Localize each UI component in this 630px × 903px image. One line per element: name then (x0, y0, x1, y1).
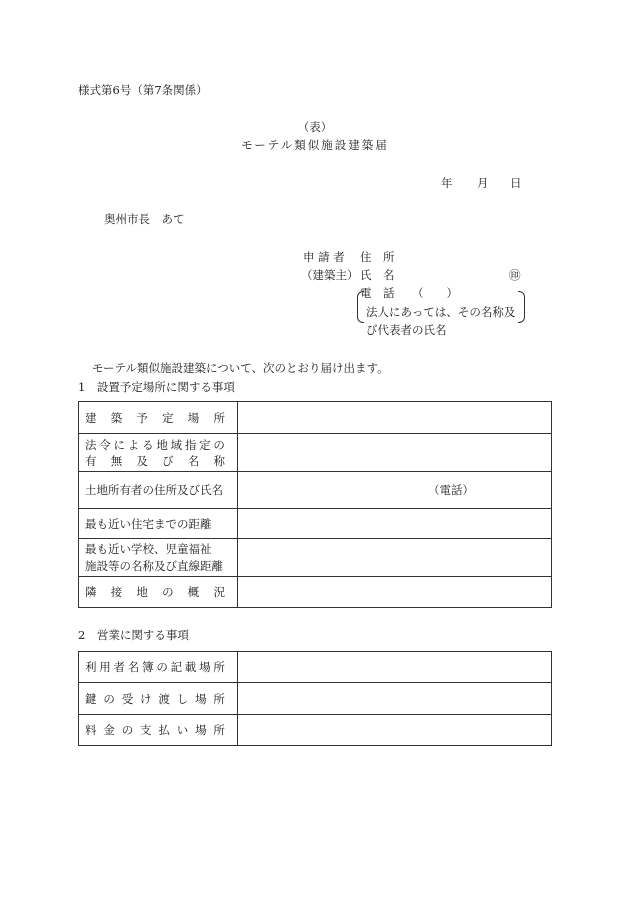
name-label: 氏 名 (360, 268, 395, 282)
note-bracket-right (518, 291, 525, 323)
table-row (79, 577, 552, 608)
date-year: 年 (441, 176, 453, 190)
form-title: モーテル類似施設建築届 (241, 138, 389, 152)
table-row (79, 683, 552, 715)
corporate-note-line1: 法人にあっては、その名称及 (366, 305, 516, 319)
table-row (79, 434, 552, 472)
side-label: （表） (297, 120, 333, 134)
corporate-note-line2: び代表者の氏名 (366, 323, 447, 337)
table-row (79, 715, 552, 746)
value-nearest-school[interactable] (238, 539, 552, 577)
applicant-role-sub: （建築主） (301, 268, 359, 282)
value-construction-site[interactable] (238, 402, 552, 434)
label-guest-register: 利 用 者 名 簿 の 記 載 場 所 (79, 652, 238, 683)
value-guest-register[interactable] (238, 652, 552, 683)
address-label: 住 所 (360, 250, 395, 264)
label-payment-place: 料 金 の 支 払 い 場 所 (79, 715, 238, 746)
value-nearest-house[interactable] (238, 509, 552, 539)
seal-mark: ㊞ (509, 268, 521, 282)
table-row (79, 652, 552, 683)
date-day: 日 (510, 176, 522, 190)
value-payment-place[interactable] (238, 715, 552, 746)
phone-label: 電 話 (360, 286, 395, 300)
label-construction-site: 建 築 予 定 場 所 (79, 402, 238, 434)
table-row (79, 509, 552, 539)
value-landowner[interactable] (238, 472, 552, 509)
landowner-phone-label: （電話） (428, 483, 474, 497)
label-zoning: 法 令 に よ る 地 域 指 定 の 有 無 及 び 名 称 (79, 434, 238, 472)
table-row (79, 539, 552, 577)
value-zoning[interactable] (238, 434, 552, 472)
applicant-role: 申 請 者 (303, 250, 345, 264)
intro-text: モーテル類似施設建築について、次のとおり届け出ます。 (92, 361, 389, 375)
table-row (79, 402, 552, 434)
value-adjacent-land[interactable] (238, 577, 552, 608)
phone-parens: （ ） (412, 286, 458, 300)
form-number: 様式第6号（第7条関係） (78, 83, 208, 97)
section2-heading: 2 営業に関する事項 (78, 628, 189, 642)
table-row (79, 472, 552, 509)
addressee: 奥州市長 あて (104, 212, 185, 226)
label-nearest-school: 最も近い学校、児童福祉 施設等の名称及び直線距離 (79, 539, 238, 577)
label-landowner: 土地所有者の住所及び氏名 (79, 472, 238, 509)
label-key-handover: 鍵 の 受 け 渡 し 場 所 (79, 683, 238, 715)
location-table (78, 401, 552, 608)
date-month: 月 (477, 176, 489, 190)
section1-heading: 1 設置予定場所に関する事項 (78, 380, 235, 394)
label-adjacent-land: 隣 接 地 の 概 況 (79, 577, 238, 608)
note-bracket-left (357, 291, 364, 323)
business-table (78, 651, 552, 746)
label-nearest-house: 最も近い住宅までの距離 (79, 509, 238, 539)
value-key-handover[interactable] (238, 683, 552, 715)
